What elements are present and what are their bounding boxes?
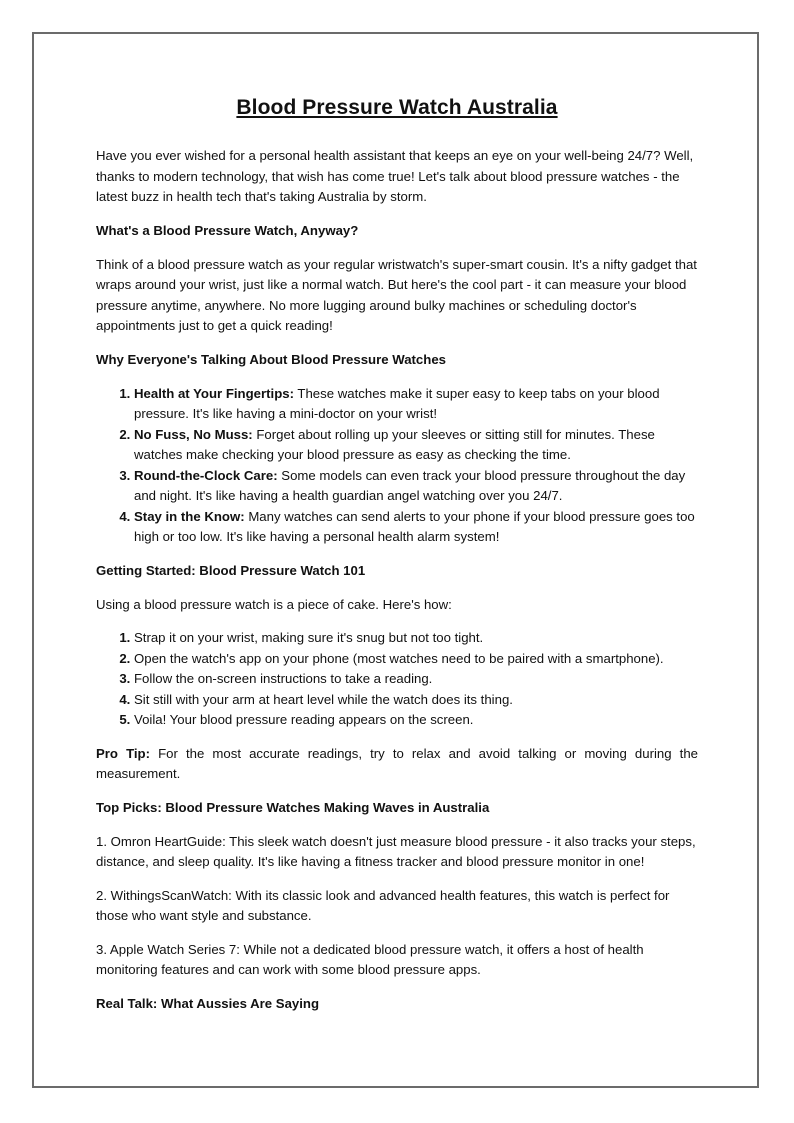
list-item: 2. No Fuss, No Muss: Forget about rolling up your sleeves or sitting still for minutes. These watches make checking your blood pressure as easy as checking the time. xyxy=(134,425,698,466)
section-heading-real-talk: Real Talk: What Aussies Are Saying xyxy=(96,995,320,1011)
getting-started-intro: Using a blood pressure watch is a piece of cake. Here's how: xyxy=(96,596,452,612)
steps-list xyxy=(96,628,698,731)
list-item: 1. Health at Your Fingertips: These watches make it super easy to keep tabs on your blood pressure. It's like having a mini-doctor on your wrist! xyxy=(134,384,698,425)
what-is-paragraph: Think of a blood pressure watch as your regular wristwatch's super-smart cousin. It's a nifty gadget that wraps around your wrist, just like a normal watch. But here's the cool part - it can measure your blood pressure anytime, anywhere. No more lugging around bulky machines or scheduling doctor's appointments just to get a quick reading! xyxy=(96,256,697,333)
list-item: 1. Strap it on your wrist, making sure it's snug but not too tight. xyxy=(134,628,698,649)
pick-withings: 2. WithingsScanWatch: With its classic look and advanced health features, this watch is perfect for those who want style and substance. xyxy=(96,887,670,923)
document-body xyxy=(96,96,698,1028)
section-heading-what-is: What's a Blood Pressure Watch, Anyway? xyxy=(96,222,359,238)
list-item: 2. Open the watch's app on your phone (most watches need to be paired with a smartphone). xyxy=(134,649,698,670)
list-item: 4. Sit still with your arm at heart level while the watch does its thing. xyxy=(134,690,698,711)
pick-omron: 1. Omron HeartGuide: This sleek watch doesn't just measure blood pressure - it also tracks your steps, distance, and sleep quality. It's like having a fitness tracker and blood pressure monitor in one! xyxy=(96,833,696,869)
list-item: 3. Round-the-Clock Care: Some models can even track your blood pressure throughout the day and night. It's like having a health guardian angel watching over you 24/7. xyxy=(134,466,698,507)
section-heading-top-picks: Top Picks: Blood Pressure Watches Making Waves in Australia xyxy=(96,799,490,815)
list-item: 4. Stay in the Know: Many watches can send alerts to your phone if your blood pressure goes too high or too low. It's like having a personal health alarm system! xyxy=(134,507,698,548)
pro-tip-paragraph: Pro Tip: For the most accurate readings, try to relax and avoid talking or moving during the measurement. xyxy=(96,745,698,781)
list-item: 3. Follow the on-screen instructions to take a reading. xyxy=(134,669,698,690)
page-title: Blood Pressure Watch Australia xyxy=(236,96,558,119)
pick-apple: 3. Apple Watch Series 7: While not a dedicated blood pressure watch, it offers a host of health monitoring features and can work with some blood pressure apps. xyxy=(96,941,644,977)
section-heading-getting-started: Getting Started: Blood Pressure Watch 101 xyxy=(96,562,366,578)
section-heading-why: Why Everyone's Talking About Blood Pressure Watches xyxy=(96,351,446,367)
intro-paragraph: Have you ever wished for a personal health assistant that keeps an eye on your well-being 24/7? Well, thanks to modern technology, that wish has come true! Let's talk about blood pressure watches - the latest buzz in health tech that's taking Australia by storm. xyxy=(96,148,694,204)
list-item: 5. Voila! Your blood pressure reading appears on the screen. xyxy=(134,710,698,731)
benefits-list xyxy=(96,384,698,548)
